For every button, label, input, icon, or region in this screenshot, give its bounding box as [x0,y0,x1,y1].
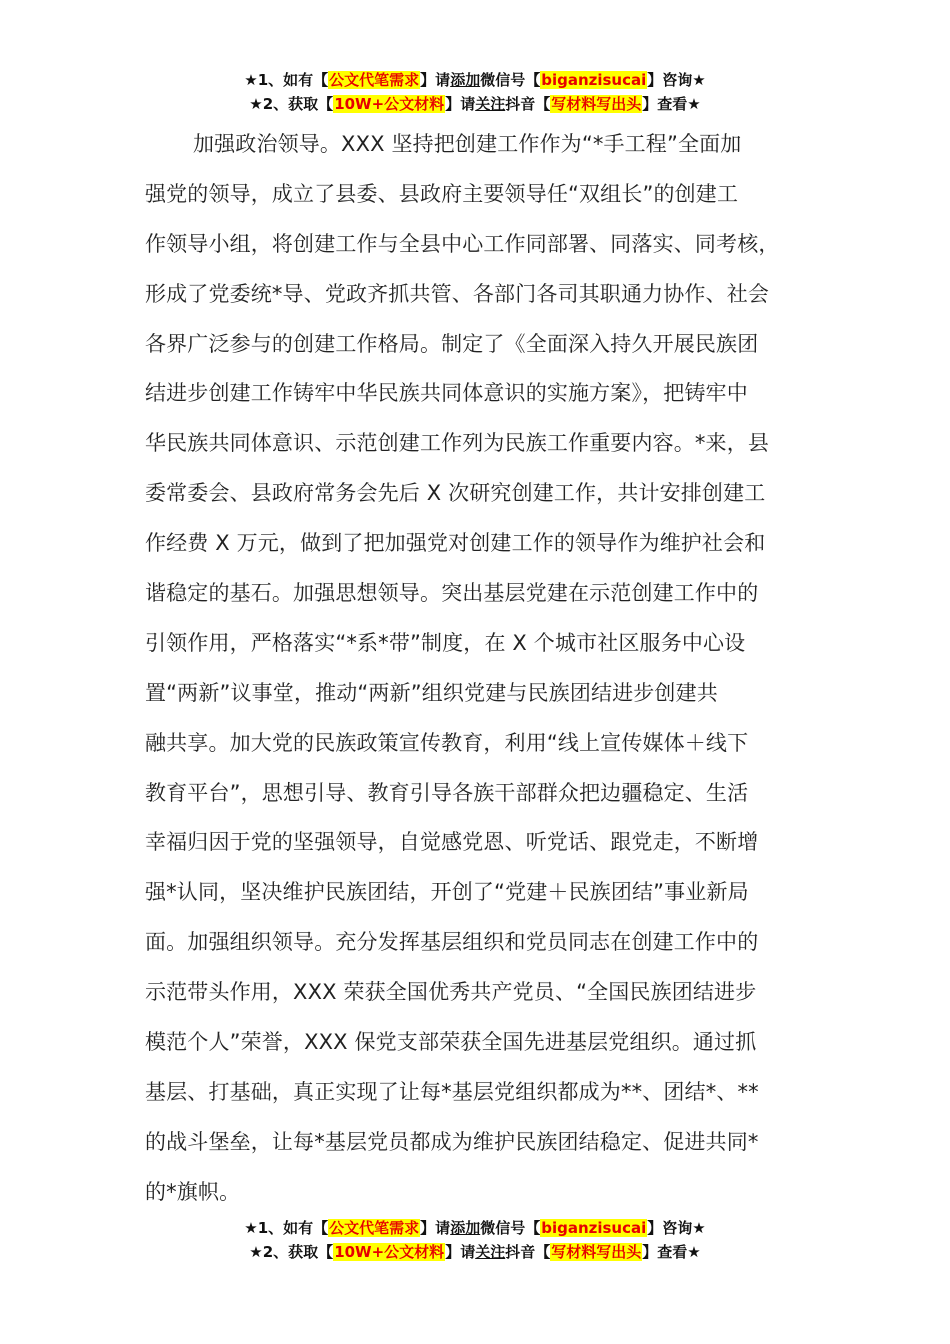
footer-promo-banner [0,1216,950,1264]
paragraph-line: 形成了党委统*导、党政齐抓共管、各部门各司其职通力协作、社会 [145,281,769,306]
paragraph-line: 加强政治领导。XXX 坚持把创建工作作为“*手工程”全面加 [193,132,742,156]
paragraph-line: 融共享。加大党的民族政策宣传教育，利用“线上宣传媒体＋线下 [145,730,749,755]
promo-text: 】请 [420,1219,451,1237]
promo-text: 】请 [420,71,451,89]
paragraph-line: 基层、打基础，真正实现了让每*基层党组织都成为**、团结*、** [145,1079,759,1104]
promo-highlight: 公文代笔需求 [329,1219,420,1237]
paragraph-line: 幸福归因于党的坚强领导，自觉感党恩、听党话、跟党走，不断增 [145,830,759,855]
promo-highlight: 10W+公文材料 [334,95,445,113]
promo-text: 】请 [445,95,476,113]
promo-text: ★1、如有【 [244,1219,329,1237]
paragraph-line: 作领导小组，将创建工作与全县中心工作同部署、同落实、同考核， [145,231,780,256]
document-body-paragraph [145,120,807,1218]
promo-text: 】查看★ [642,1243,701,1261]
promo-wechat-id: biganzisucai [541,71,647,89]
promo-text: ★2、获取【 [249,1243,334,1261]
promo-douyin-account: 写材料写出头 [551,1243,642,1261]
paragraph-line: 强党的领导，成立了县委、县政府主要领导任“双组长”的创建工 [145,181,739,206]
paragraph-line: 的*旗帜。 [145,1179,241,1204]
paragraph-line: 结进步创建工作铸牢中华民族共同体意识的实施方案》，把铸牢中 [145,381,748,406]
paragraph-line: 华民族共同体意识、示范创建工作列为民族工作重要内容。*来，县 [145,431,769,456]
paragraph-line: 示范带头作用，XXX 荣获全国优秀共产党员、“全国民族团结进步 [145,980,757,1005]
promo-underlined-text: 添加 [450,71,481,89]
promo-highlight: 公文代笔需求 [329,71,420,89]
paragraph-line: 置“两新”议事堂，推动“两新”组织党建与民族团结进步创建共 [145,680,718,705]
promo-line-1 [0,1216,950,1240]
paragraph-line: 模范个人”荣誉，XXX 保党支部荣获全国先进基层党组织。通过抓 [145,1030,757,1055]
promo-text: 】咨询★ [647,1219,706,1237]
promo-line-2 [0,92,950,116]
promo-text: 】请 [445,1243,476,1261]
promo-text: 】查看★ [642,95,701,113]
promo-underlined-text: 添加 [450,1219,481,1237]
paragraph-line: 委常委会、县政府常务会先后 X 次研究创建工作，共计安排创建工 [145,481,766,506]
paragraph-line: 强*认同，坚决维护民族团结，开创了“党建＋民族团结”事业新局 [145,880,749,905]
paragraph-line: 面。加强组织领导。充分发挥基层组织和党员同志在创建工作中的 [145,930,759,955]
promo-highlight: 10W+公文材料 [334,1243,445,1261]
promo-text: 微信号【 [480,1219,541,1237]
promo-douyin-account: 写材料写出头 [551,95,642,113]
promo-underlined-text: 关注 [475,95,506,113]
header-promo-banner [0,68,950,116]
promo-text: ★1、如有【 [244,71,329,89]
promo-line-1 [0,68,950,92]
paragraph-line: 各界广泛参与的创建工作格局。制定了《全面深入持久开展民族团 [145,331,759,356]
promo-text: 】咨询★ [647,71,706,89]
promo-underlined-text: 关注 [475,1243,506,1261]
promo-line-2 [0,1240,950,1264]
promo-text: 微信号【 [480,71,541,89]
paragraph-line: 引领作用，严格落实“*系*带”制度，在 X 个城市社区服务中心设 [145,630,746,655]
paragraph-line: 教育平台”，思想引导、教育引导各族干部群众把边疆稳定、生活 [145,780,749,805]
paragraph-line: 谐稳定的基石。加强思想领导。突出基层党建在示范创建工作中的 [145,581,759,606]
paragraph-line: 的战斗堡垒，让每*基层党员都成为维护民族团结稳定、促进共同* [145,1129,759,1154]
promo-text: 抖音【 [505,1243,551,1261]
promo-wechat-id: biganzisucai [541,1219,647,1237]
promo-text: ★2、获取【 [249,95,334,113]
promo-text: 抖音【 [505,95,551,113]
paragraph-line: 作经费 X 万元，做到了把加强党对创建工作的领导作为维护社会和 [145,531,766,556]
